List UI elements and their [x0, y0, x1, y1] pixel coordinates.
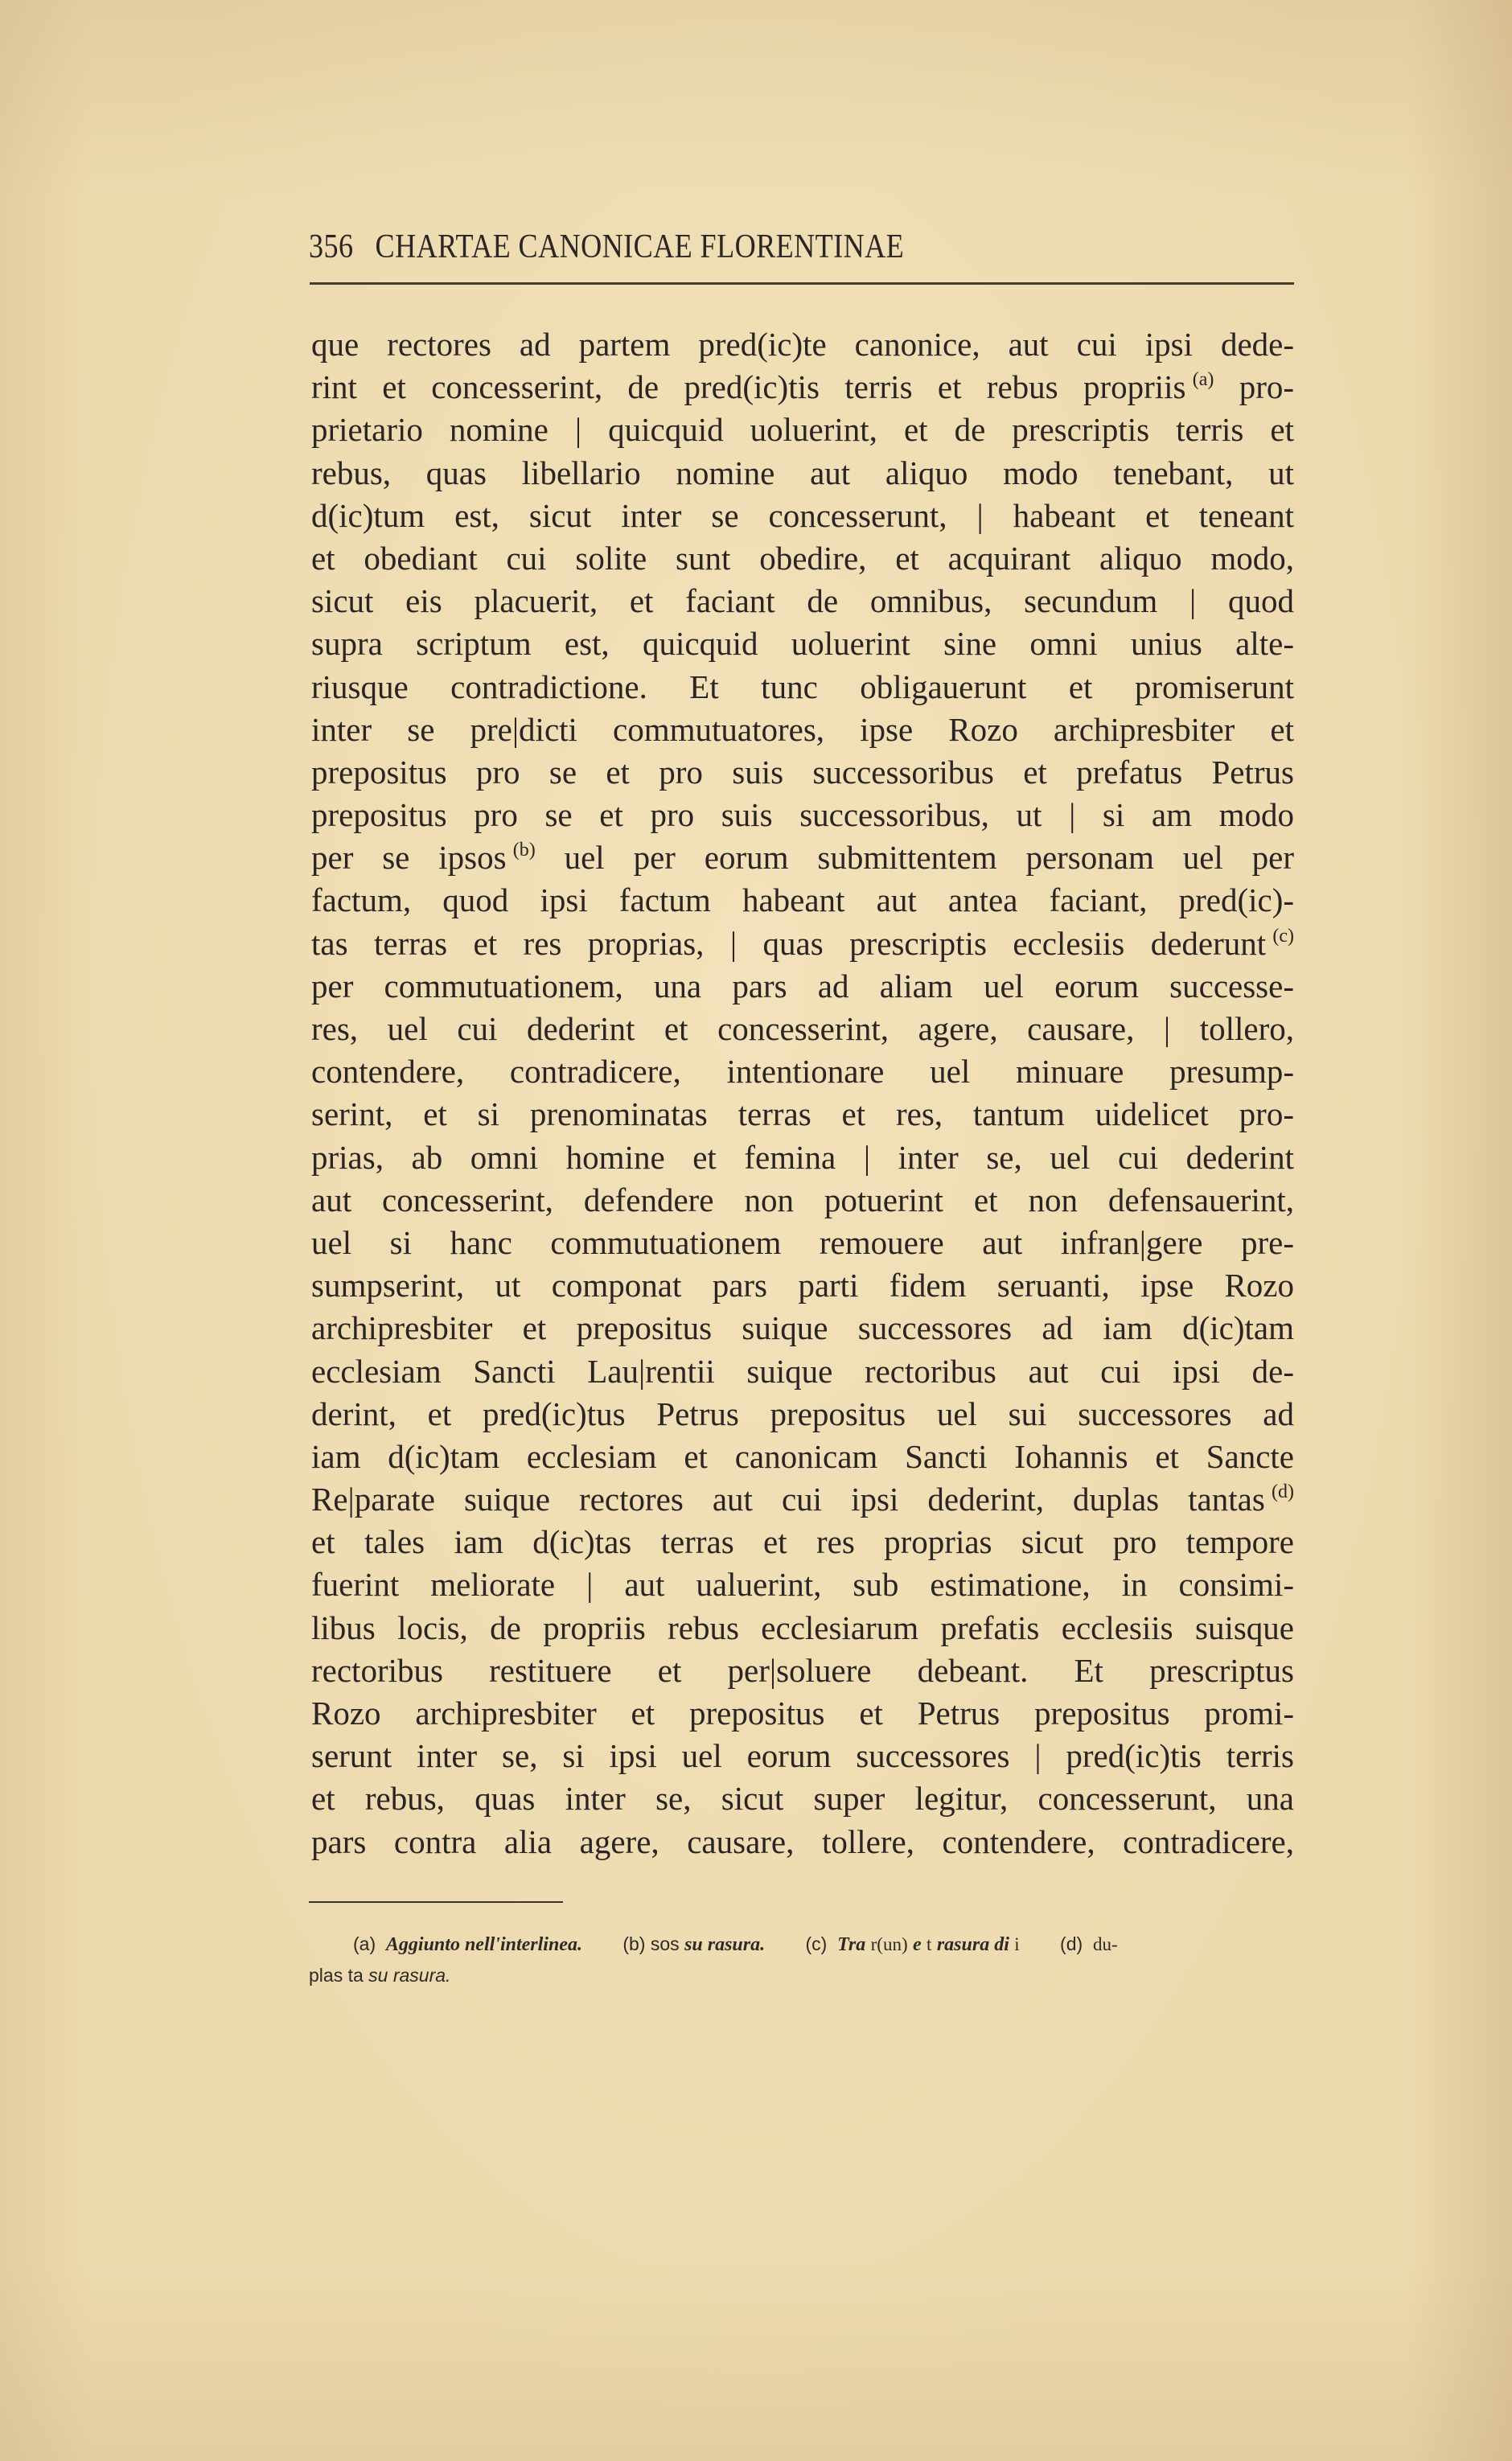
text-line-content: [311, 1350, 1294, 1393]
line-text: uel si hanc commutuationem remouere aut infran|gere pre-: [311, 1223, 1294, 1261]
footnote-text: Tra: [837, 1934, 866, 1955]
footnote-text: t: [927, 1934, 932, 1954]
body-text: [311, 323, 1294, 1863]
text-line: [311, 1521, 1294, 1563]
line-text: et obediant cui solite sunt obedire, et acquirant aliquo modo,: [311, 539, 1294, 577]
footnote-text: sos: [650, 1933, 680, 1954]
line-text: pro-: [1214, 368, 1295, 406]
line-text: prepositus pro se et pro suis successoribus, ut | si am modo: [311, 796, 1294, 834]
text-line-content: [311, 836, 1294, 879]
footnote-mark: (b): [622, 1933, 646, 1954]
footnote-text: rasura di: [936, 1934, 1009, 1955]
text-line-content: [311, 323, 1294, 366]
line-text: archipresbiter et prepositus suique successores ad iam d(ic)tam: [311, 1309, 1294, 1347]
text-line-content: [311, 409, 1294, 451]
footnote-text: r(un): [870, 1934, 908, 1954]
footnote-mark: (a): [353, 1933, 376, 1954]
line-text: rint et concesserint, de pred(ic)tis terris et rebus propriis: [311, 368, 1186, 406]
footnote-d: [1060, 1929, 1118, 1960]
footnote-reference: (a): [1192, 369, 1214, 391]
text-line-content: [311, 366, 1294, 409]
text-line-content: [311, 965, 1294, 1008]
line-text: derint, et pred(ic)tus Petrus prepositus uel sui successores ad: [311, 1395, 1294, 1432]
line-text: sicut eis placuerit, et faciant de omnibus, secundum | quod: [311, 582, 1294, 620]
footnote-mark: (d): [1060, 1933, 1083, 1954]
text-line: [311, 1222, 1294, 1264]
text-line-content: [311, 1478, 1294, 1521]
text-line: [311, 666, 1294, 709]
text-line: [311, 452, 1294, 495]
text-line: [311, 1264, 1294, 1307]
text-line-content: [311, 1821, 1294, 1863]
text-line: [311, 1136, 1294, 1179]
footnote-text: i: [1014, 1934, 1020, 1954]
text-line-content: [311, 1777, 1294, 1820]
text-line: [311, 1050, 1294, 1093]
text-line: [311, 1350, 1294, 1393]
line-text: Re|parate suique rectores aut cui ipsi dederint, duplas tantas: [311, 1481, 1265, 1518]
footnote-rule: [309, 1901, 563, 1903]
text-line: [311, 1179, 1294, 1222]
text-line: [311, 1777, 1294, 1820]
line-text: res, uel cui dederint et concesserint, agere, causare, | tollero,: [311, 1010, 1294, 1047]
text-line-content: [311, 1692, 1294, 1735]
line-text: tas terras et res proprias, | quas prescriptis ecclesiis dederunt: [311, 924, 1267, 962]
line-text: supra scriptum est, quicquid uoluerint sine omni unius alte-: [311, 625, 1294, 663]
line-text: d(ic)tum est, sicut inter se concesserunt, | habeant et teneant: [311, 496, 1294, 534]
footnote-reference: (d): [1272, 1481, 1294, 1503]
text-line: [311, 1307, 1294, 1350]
footnote-reference: (b): [512, 840, 536, 861]
footnote-text: su rasura.: [684, 1934, 766, 1955]
footnote-c: [806, 1929, 1020, 1960]
footnote-text: e: [913, 1934, 922, 1955]
line-text: aut concesserint, defendere non potuerint et non defensauerint,: [311, 1181, 1294, 1218]
footnote-b: [622, 1929, 765, 1960]
text-line-content: [311, 1650, 1294, 1692]
text-line: [311, 794, 1294, 836]
text-line: [311, 495, 1294, 537]
text-line: [311, 409, 1294, 451]
footnote-row: [309, 1960, 1294, 1991]
line-text: per se ipsos: [311, 839, 507, 877]
text-line-content: [311, 1136, 1294, 1179]
text-line: [311, 580, 1294, 622]
text-line-content: [311, 1393, 1294, 1436]
text-line-content: [311, 580, 1294, 622]
text-line-content: [311, 922, 1294, 965]
footnote-row: [309, 1929, 1294, 1960]
footnote-text: du-: [1092, 1934, 1118, 1954]
text-line: [311, 1393, 1294, 1436]
line-text: uel per eorum submittentem personam uel per: [535, 839, 1295, 877]
line-text: contendere, contradicere, intentionare uel minuare presump-: [311, 1053, 1294, 1091]
footnote-a: [309, 1929, 582, 1960]
text-line-content: [311, 879, 1294, 922]
line-text: que rectores ad partem pred(ic)te canonice, aut cui ipsi dede-: [311, 326, 1294, 363]
text-line-content: [311, 1735, 1294, 1777]
line-text: prietario nomine | quicquid uoluerint, et de prescriptis terris et: [311, 411, 1294, 449]
footnote-mark: (c): [805, 1933, 828, 1954]
text-line: [311, 622, 1294, 665]
text-line: [311, 751, 1294, 794]
line-text: factum, quod ipsi factum habeant aut antea faciant, pred(ic)-: [311, 881, 1294, 919]
text-line: [311, 1563, 1294, 1606]
text-line-content: [311, 622, 1294, 665]
line-text: prias, ab omni homine et femina | inter se, uel cui dederint: [311, 1138, 1294, 1176]
line-text: serint, et si prenominatas terras et res, tantum uidelicet pro-: [311, 1095, 1294, 1133]
text-line-content: [311, 1607, 1294, 1650]
footnote-reference: (c): [1272, 925, 1294, 947]
text-line-content: [311, 1050, 1294, 1093]
line-text: iam d(ic)tam ecclesiam et canonicam Sancti Iohannis et Sancte: [311, 1437, 1294, 1475]
line-text: rebus, quas libellario nomine aut aliquo modo tenebant, ut: [311, 454, 1294, 491]
line-text: rectoribus restituere et per|soluere debeant. Et prescriptus: [311, 1651, 1294, 1689]
text-line: [311, 836, 1294, 879]
text-line: [311, 1436, 1294, 1478]
text-line: [311, 1093, 1294, 1136]
line-text: fuerint meliorate | aut ualuerint, sub estimatione, in consimi-: [311, 1566, 1294, 1604]
text-line-content: [311, 709, 1294, 751]
footnote-text: Aggiunto nell'interlinea.: [385, 1934, 582, 1955]
text-line-content: [311, 1008, 1294, 1050]
text-line: [311, 1692, 1294, 1735]
line-text: et rebus, quas inter se, sicut super legitur, concesserunt, una: [311, 1780, 1294, 1818]
text-line-content: [311, 751, 1294, 794]
text-line-content: [311, 1222, 1294, 1264]
text-line-content: [311, 1521, 1294, 1563]
text-line: [311, 323, 1294, 366]
text-line: [311, 1607, 1294, 1650]
line-text: riusque contradictione. Et tunc obligauerunt et promiserunt: [311, 668, 1294, 705]
text-line: [311, 965, 1294, 1008]
text-line-content: [311, 666, 1294, 709]
header-rule: [310, 282, 1294, 285]
line-text: et tales iam d(ic)tas terras et res proprias sicut pro tempore: [311, 1523, 1294, 1561]
line-text: per commutuationem, una pars ad aliam uel eorum successe-: [311, 967, 1294, 1005]
text-line: [311, 1478, 1294, 1521]
text-line: [311, 1650, 1294, 1692]
text-line: [311, 366, 1294, 409]
text-line: [311, 1821, 1294, 1863]
line-text: sumpserint, ut componat pars parti fidem seruanti, ipse Rozo: [311, 1267, 1294, 1304]
line-text: inter se pre|dicti commutuatores, ipse Rozo archipresbiter et: [311, 710, 1294, 748]
running-header: [309, 228, 1157, 268]
footnotes: [309, 1929, 1294, 1991]
text-line: [311, 1735, 1294, 1777]
text-line-content: [311, 1179, 1294, 1222]
page-number: 356: [309, 228, 354, 265]
line-text: Rozo archipresbiter et prepositus et Petrus prepositus promi-: [311, 1695, 1294, 1732]
text-line-content: [311, 1436, 1294, 1478]
footnote-d-continued: plas ta: [309, 1965, 364, 1986]
text-line-content: [311, 1264, 1294, 1307]
text-line-content: [311, 495, 1294, 537]
text-line-content: [311, 537, 1294, 580]
text-line-content: [311, 452, 1294, 495]
text-line-content: [311, 1093, 1294, 1136]
footnote-text: su rasura.: [368, 1965, 451, 1986]
line-text: prepositus pro se et pro suis successoribus et prefatus Petrus: [311, 753, 1294, 791]
text-line: [311, 922, 1294, 965]
text-line: [311, 709, 1294, 751]
text-line: [311, 1008, 1294, 1050]
line-text: pars contra alia agere, causare, tollere, contendere, contradicere,: [311, 1822, 1294, 1860]
text-line-content: [311, 1563, 1294, 1606]
text-line: [311, 879, 1294, 922]
text-line: [311, 537, 1294, 580]
text-line-content: [311, 794, 1294, 836]
line-text: libus locis, de propriis rebus ecclesiarum prefatis ecclesiis suisque: [311, 1608, 1294, 1646]
running-title: CHARTAE CANONICAE FLORENTINAE: [375, 228, 905, 265]
line-text: serunt inter se, si ipsi uel eorum successores | pred(ic)tis terris: [311, 1737, 1294, 1775]
text-line-content: [311, 1307, 1294, 1350]
line-text: ecclesiam Sancti Lau|rentii suique rectoribus aut cui ipsi de-: [311, 1352, 1294, 1390]
